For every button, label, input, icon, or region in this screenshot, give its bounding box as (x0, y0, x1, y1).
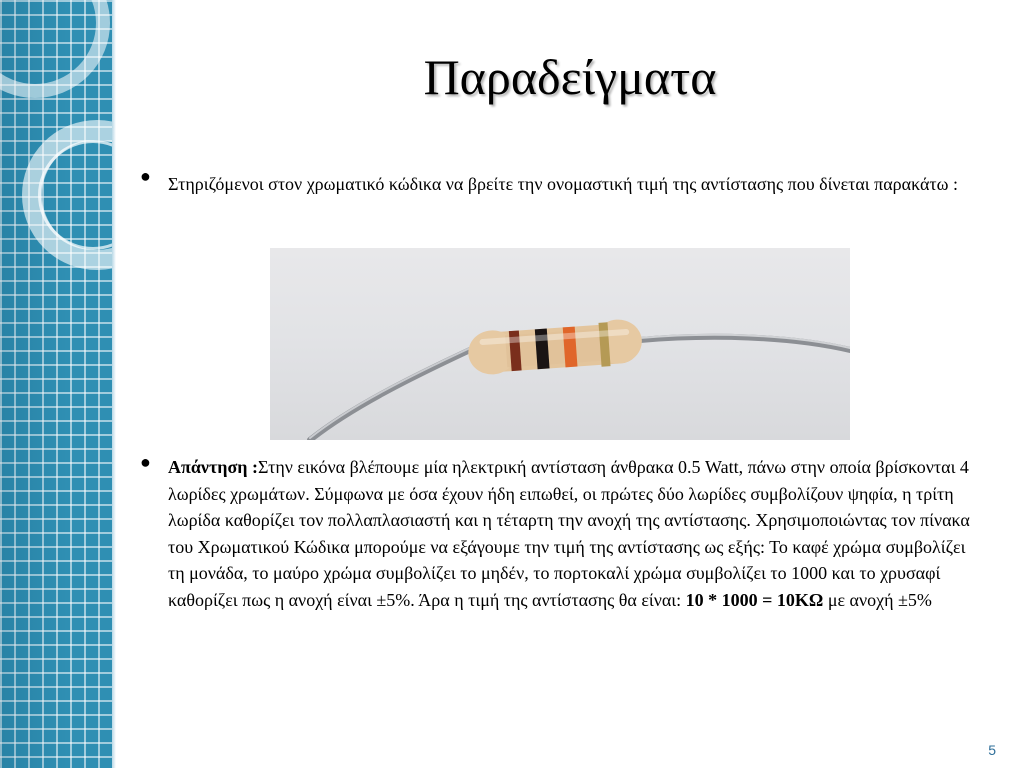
decorative-side-band (0, 0, 112, 768)
answer-suffix: με ανοχή ±5% (823, 589, 932, 610)
question-text: Στηριζόμενοι στον χρωματικό κώδικα να βρείτε την ονομαστική τιμή της αντίστασης που δίνεται παρακάτω : (168, 174, 958, 194)
page-number: 5 (988, 742, 996, 758)
answer-body: Στην εικόνα βλέπουμε μία ηλεκτρική αντίσταση άνθρακα 0.5 Watt, πάνω στην οποία βρίσκονται 4 λωρίδες χρωμάτων. Σύμφωνα με όσα έχουν ήδη ειπωθεί, οι πρώτες δύο λωρίδες συμβολίζουν ψηφία, η τρίτη λωρίδα καθορίζει τον πολλαπλασιαστή και η τέταρτη την ανοχή της αντίστασης. Χρησιμοποιώντας τον πίνακα του Χρωματικού Κώδικα μπορούμε να εξάγουμε την τιμή της αντίστασης ως εξής: Το καφέ χρώμα συμβολίζει τη μονάδα, το μαύρο χρώμα συμβολίζει το μηδέν, το πορτοκαλί χρώμα συμβολίζει το 1000 και το χρυσαφί καθορίζει πως η ανοχή είναι ±5%. Άρα η τιμή της αντίστασης θα είναι: (168, 457, 970, 610)
side-band-shade (0, 0, 112, 768)
answer-result: 10 * 1000 = 10ΚΩ (685, 589, 824, 610)
resistor-photo (270, 248, 850, 440)
slide-title: Παραδείγματα (423, 49, 717, 105)
answer-label: Απάντηση : (168, 457, 258, 477)
bullet-icon: ● (140, 166, 151, 186)
side-band-divider (112, 0, 116, 768)
answer-text (168, 454, 980, 613)
bullet-icon: ● (140, 452, 151, 472)
resistor-illustration (270, 248, 850, 440)
